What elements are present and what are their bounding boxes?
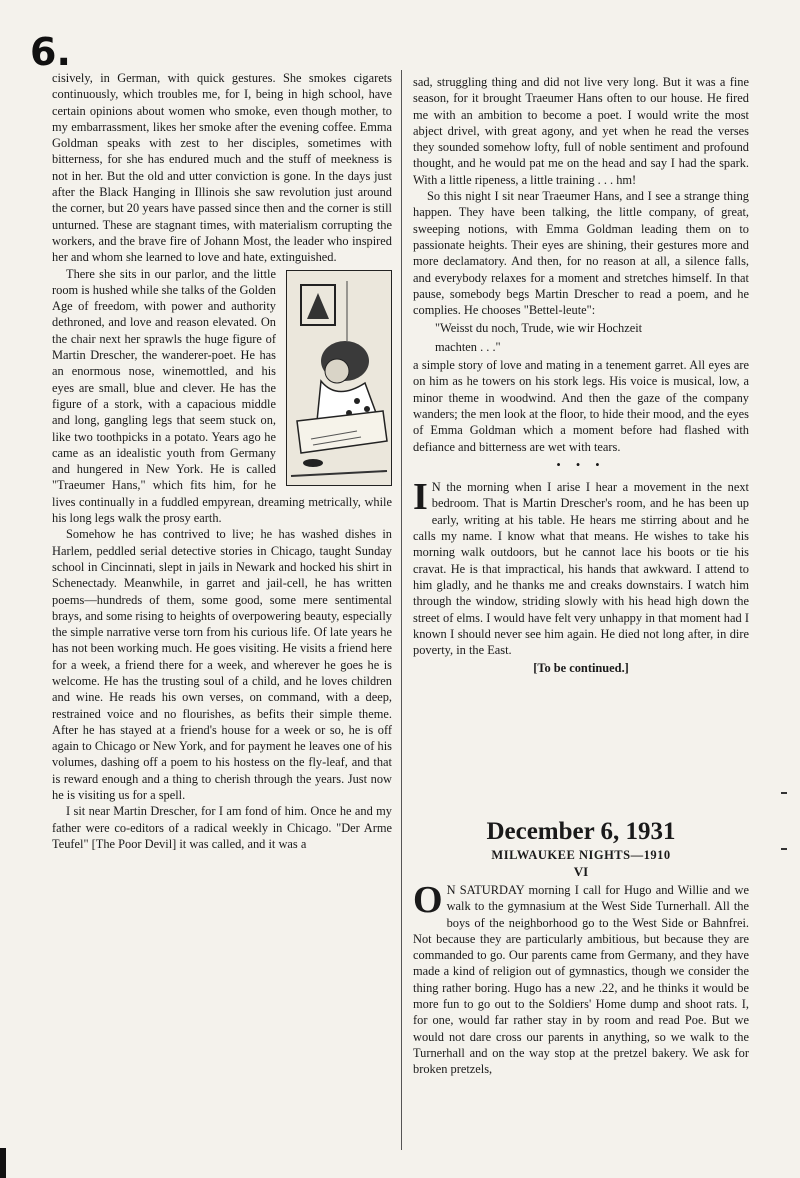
paragraph-with-dropcap (413, 879, 749, 1078)
scan-edge (0, 1148, 6, 1178)
paragraph: I sit near Martin Drescher, for I am fond of him. Once he and my father were co-editors of a radical weekly in Chicago. "Der Arme Teufel" [The Poor Devil] it was called, and it was a (52, 804, 392, 851)
column-divider (401, 70, 402, 1150)
paragraph: Somehow he has contrived to live; he has washed dishes in Harlem, peddled serial detective stories in Chicago, taught Sunday school in Cincinnati, slept in jails in Newark and hocked his shirt in Schenectady. Meanwhile, in garret and jail-cell, he has written poems—hundreds of them, some good, some mere sentimental brays, and some rising to heights of overpowering beauty, especially the simple narrative verse torn from his curious life. Of late years he has not been working much. He goes visiting. He visits a friend here for a week, a friend there for a week, and wherever he goes he is welcome. He has the trusting soul of a child, and he loves children and wine. He reads his own verses, on command, with a deep, restrained voice and no flourishes, as befits their simple theme. After he has stayed at a friend's house for a week or so, he is off again to Chicago or New York, and for payment he leaves one of his volumes, dashing off a poem to his hostess on the fly-leaf, and that is reward enough and a thing to cherish through the years. Just now he is visiting us for a spell. (52, 527, 392, 803)
chapter-number: VI (573, 864, 589, 879)
paragraph-text: N SATURDAY morning I call for Hugo and Willie and we walk to the gymnasium at the West Side Turnerhall. All the boys of the neighborhood go to the West Side or Bahnfrei. Not because they are particularly ambitious, but because they are commanded to go. Our parents came from Germany, and they have made a kind of religion out of gymnastics, though we consider the thing rather boring. Hugo has a new .22, and he thinks it would be more fun to go out to the Soldiers' Home dump and shoot rats. I, for one, would far rather stay in by room and read Poe. But we would not dare cross our parents in anything, so we walk to the Turnerhall and on the way stop at the pretzel bakery. We ask for broken pretzels, (413, 883, 749, 1077)
drop-cap: I (413, 476, 428, 519)
section-date-heading: December 6, 1931 (486, 818, 676, 845)
to-be-continued: [To be continued.] (533, 661, 629, 676)
illustration-poet-writing (286, 270, 392, 486)
drop-cap: O (413, 879, 443, 921)
illustration-drawing (287, 271, 391, 485)
margin-mark (781, 792, 787, 794)
section-body (413, 879, 749, 1078)
paragraph: There she sits in our parlor, and the little room is hushed while she talks of the Golden Age of freedom, with power and authority dethroned, and love and reason elevated. On the chair next her sprawls the huge figure of Martin Drescher, the wanderer-poet. He has an enormous nose, winemottled, and his eyes are small, blue and clever. He has the figure of a stork, with a capacious middle and long, gangling legs that seem stuck on, like two toothpicks in a potato. Years ago he came as an idealistic youth from Germany and hungered in New York. He is called "Traeumer Hans," which fits him, for he lives continually in a fuddled empyrean, dreaming metrically, while his long legs walk the prosy earth. (52, 266, 392, 526)
paragraph: a simple story of love and mating in a tenement garret. All eyes are on him as he towers on his stork legs. His voice is musical, low, a minor theme in woodwind. And then the gaze of the company wanders; the men look at the floor, to hide their mood, and the eyes of Emma Goldman which a moment before had flashed with defiance and bitterness are wet with tears. (413, 358, 749, 454)
paragraph: sad, struggling thing and did not live very long. But it was a fine season, for it brought Traeumer Hans often to our house. He fired me with an ambition to become a poet. I would write the most abject drivel, with great agony, and yet when he read the verses they sounded somehow lofty, full of noble sentiment and profound thought, and he would pat me on the head and say I had the spark. With a little ripeness, a little training . . . hm! (413, 75, 749, 187)
paragraph: cisively, in German, with quick gestures. She smokes cigarets continuously, which troubles me, for I, being in high school, have certain opinions about women who smoke, even though mother, to my embarrassment, likes her smoke after the evening coffee. Emma Goldman speaks with zest to her disciples, sometimes with bitterness, for she has endured much and the stuff of meekness is not in her. But the old and utter conviction is gone. In the days just after the Black Hanging in Illinois she saw revolution just around the corner, but 20 years have passed since then and the corner is still unturned. These are stagnant times, with materialism corrupting the workers, and the brave fire of Johann Most, the leader who inspired her and whom she learned to love and hate, extinguished. (52, 71, 392, 265)
right-column (413, 74, 749, 679)
series-title: MILWAUKEE NIGHTS—1910 (491, 848, 671, 862)
verse-line: machten . . ." (435, 339, 501, 354)
paragraph: So this night I sit near Traeumer Hans, and I see a strange thing happen. They have been talking, the little company, of great, sweeping notions, with Emma Goldman leading them on to passionate heights. Their eyes are shining, their gestures more and more declamatory. And then, for no reason at all, a silence falls, and everybody relaxes for a moment and stretches himself. In that pause, somebody begs Martin Drescher to read a poem, and he complies. He chooses "Bettel-leute": (413, 189, 749, 318)
section-separator: • • • (556, 457, 606, 472)
margin-mark (781, 848, 787, 850)
page-number: 6. (30, 30, 71, 74)
paragraph-text: N the morning when I arise I hear a movement in the next bedroom. That is Martin Drescher's room, and he has been up early, writing at his table. He hears me stirring about and he calls my name. I know what that means. He wishes to take his morning walk outdoors, but he cannot lace his boots or tie his cravat. He is that impractical, his hands that awkward. I attend to him gladly, and he thanks me and creaks downstairs. I watch him through the window, striding slowly with his head high down the street of elms. I would have felt very unhappy in that moment had I known I should never see him again. He died not long after, in dire poverty, in the East. (413, 480, 749, 658)
paragraph-with-dropcap (413, 476, 749, 658)
left-column (52, 70, 392, 852)
verse-line: "Weisst du noch, Trude, wie wir Hochzeit (435, 321, 643, 336)
